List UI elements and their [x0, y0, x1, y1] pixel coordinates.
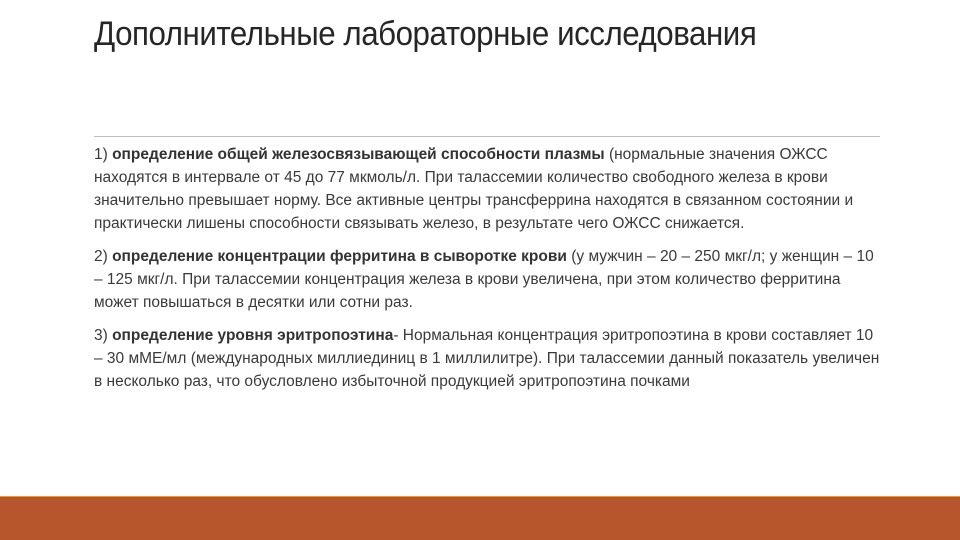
paragraph-1 — [94, 143, 884, 235]
paragraph-1-number: 1) — [94, 146, 113, 163]
paragraph-2-heading: определение концентрации ферритина в сыворотке крови — [112, 248, 567, 265]
paragraph-3-number: 3) — [94, 327, 113, 344]
paragraph-2-text: (у мужчин – 20 – 250 мкг/л; у женщин – 10 – 125 мкг/л. При талассемии концентрация железа в крови увеличена, при этом количество ферритина может повышаться в десятки или сотни раз. — [94, 248, 874, 311]
paragraph-3 — [94, 324, 884, 393]
paragraph-3-heading: определение уровня эритропоэтина — [112, 327, 394, 344]
paragraph-2 — [94, 245, 884, 314]
paragraph-2-number: 2) — [94, 248, 113, 265]
slide-body — [94, 143, 884, 403]
paragraph-1-heading: определение общей железосвязывающей способности плазмы — [112, 146, 605, 163]
footer-accent-bar — [0, 497, 960, 540]
slide-title: Дополнительные лабораторные исследования — [94, 15, 757, 53]
paragraph-1-text: (нормальные значения ОЖСС находятся в интервале от 45 до 77 мкмоль/л. При талассемии количество свободного железа в крови значительно превышает норму. Все активные центры трансферрина находятся в связанном состоянии и практически лишены способности связывать железо, в результате чего ОЖСС снижается. — [94, 146, 854, 232]
paragraph-3-text: - Нормальная концентрация эритропоэтина в крови составляет 10 – 30 мМЕ/мл (международных миллиединиц в 1 миллилитре). При талассемии данный показатель увеличен в несколько раз, что обусловлено избыточной продукцией эритропоэтина почками — [94, 327, 880, 390]
title-divider — [94, 136, 880, 137]
